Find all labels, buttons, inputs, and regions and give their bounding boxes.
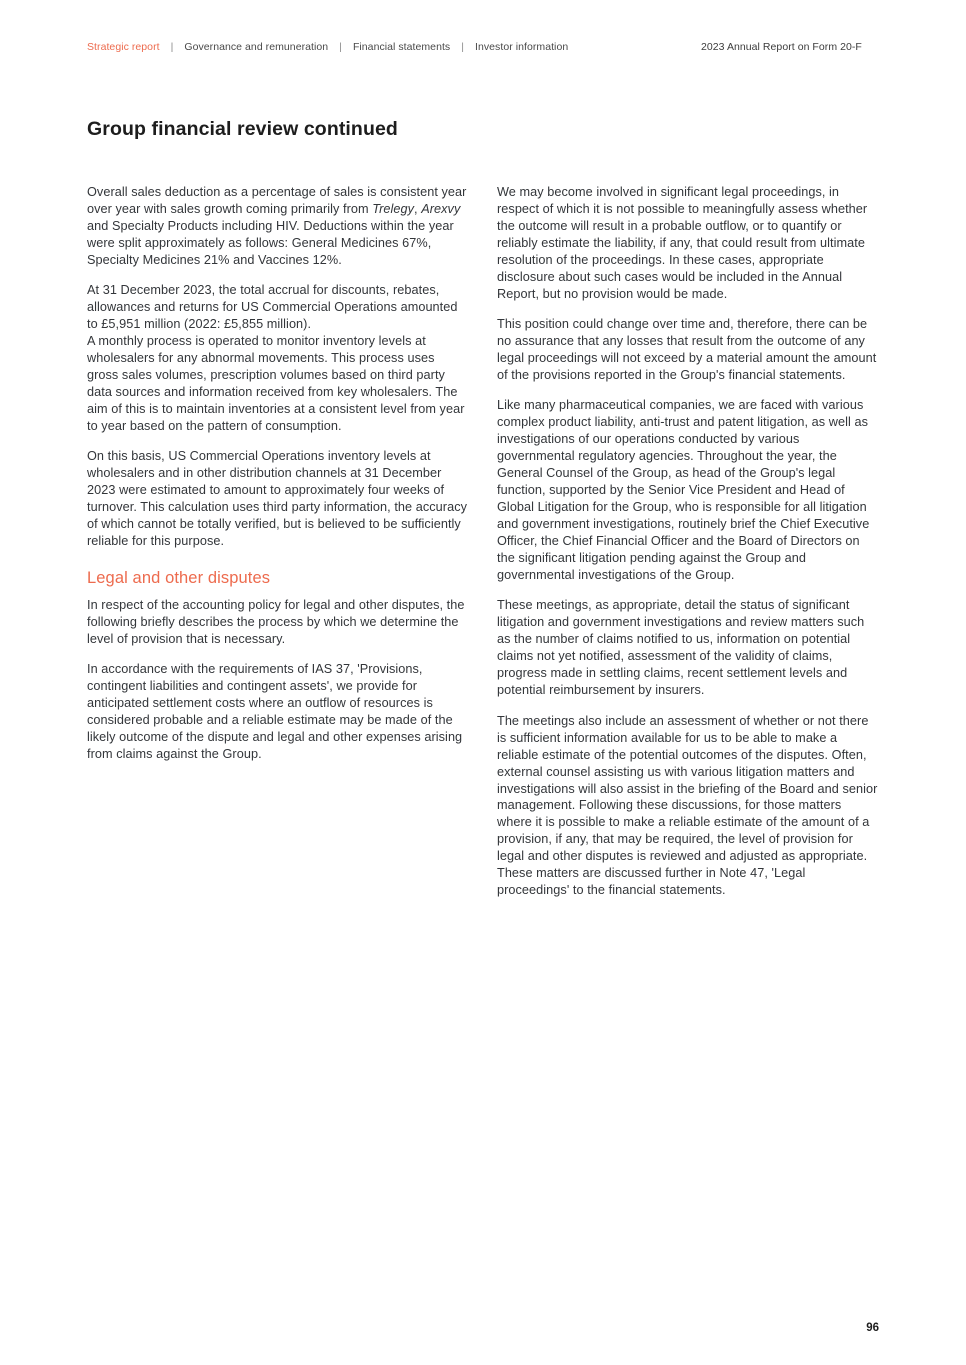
page-title: Group financial review continued (87, 118, 398, 141)
paragraph-meetings-detail: These meetings, as appropriate, detail the status of significant litigation and government investigations and review matters such as the number of claims notified to us, information on potential claims not yet notified, assessment of the validity of claims, progress made in settling claims, recent settlement levels and potential reimbursement by insurers. (497, 598, 865, 698)
paragraph-monthly-process: A monthly process is operated to monitor inventory levels at wholesalers for any abnormal movements. This process uses gross sales volumes, prescription volumes based on third party data sources and information received from key wholesalers. The aim of this is to maintain inventories at a consistent level from year to year based on the pattern of consumption. (87, 334, 465, 433)
paragraph-meetings-assessment: The meetings also include an assessment of whether or not there is sufficient information available for us to be able to make a reliable estimate of the potential outcomes of the disputes. Often, external counsel assisting us with various litigation matters and investigations will also assist in the briefing of the Board and senior management. Following these discussions, for those matters where it is possible to make a reliable estimate of the amount of a provision, if any, that may be required, the level of provision for legal and other disputes is reviewed and adjusted as appropriate. These matters are discussed further in Note 47, 'Legal proceedings' to the financial statements. (497, 713, 878, 898)
nav-item-strategic-report[interactable]: Strategic report (87, 41, 160, 53)
paragraph-legal-proceedings: We may become involved in significant legal proceedings, in respect of which it is not possible to meaningfully assess whether the outcome will result in a probable outflow, or to quantify or reliably estimate the liability, if any, that could result from ultimate resolution of the proceedings. In these cases, appropriate disclosure about such cases would be included in the Annual Report, but no provision would be made. (497, 185, 868, 301)
paragraph-inventory-levels: On this basis, US Commercial Operations inventory levels at wholesalers and in other distribution channels at 31 December 2023 were estimated to amount to approximately four weeks of turnover. This calculation uses third party information, the accuracy of which cannot be totally verified, but is believed to be sufficiently reliable for this purpose. (87, 449, 468, 549)
nav-item-governance-and-remuneration[interactable]: Governance and remuneration (184, 41, 329, 53)
report-title: 2023 Annual Report on Form 20-F (701, 41, 862, 53)
section-heading-legal-and-other-disputes: Legal and other disputes (87, 569, 271, 588)
product-name-trelegy: Trelegy (372, 201, 415, 216)
paragraph-pharmaceutical-companies: Like many pharmaceutical companies, we are faced with various complex product liability, anti-trust and patent litigation, as well as investigations of our operations conducted by various governmental regulatory agencies. Throughout the year, the General Counsel of the Group, as head of the Group's legal function, supported by the Senior Vice President and Head of Global Litigation for the Group, who is responsible for all litigation and government investigations, routinely brief the Chief Executive Officer, the Chief Financial Officer and the Board of Directors on the significant litigation pending against the Group and governmental investigations of the Group. (497, 398, 870, 583)
nav-separator: | (170, 41, 174, 53)
nav-item-investor-information[interactable]: Investor information (475, 41, 569, 53)
paragraph-text-part: and Specialty Products including HIV. Deductions within the year were split approximately as follows: General Medicines 67%, Specialty Medicines 21% and Vaccines 12%. (87, 218, 454, 267)
running-header (87, 41, 879, 53)
paragraph-ias-37: In accordance with the requirements of IAS 37, 'Provisions, contingent liabilities and contingent assets', we provide for anticipated settlement costs where an outflow of resources is considered probable and a reliable estimate may be made of the likely outcome of the dispute and legal and other expenses arising from claims against the Group. (87, 662, 463, 762)
paragraph-total-accrual: At 31 December 2023, the total accrual for discounts, rebates, allowances and returns for US Commercial Operations amounted to £5,951 million (2022: £5,855 million). (87, 283, 458, 332)
right-column (497, 184, 879, 913)
paragraph-sales-deduction (87, 184, 469, 269)
page-number: 96 (866, 1322, 879, 1334)
paragraph-accounting-policy: In respect of the accounting policy for legal and other disputes, the following briefly describes the process by which we determine the level of provision that is necessary. (87, 598, 465, 646)
paragraph-position-could-change: This position could change over time and, therefore, there can be no assurance that any losses that result from the outcome of any legal proceedings will not exceed by a material amount the amount of the provisions reported in the Group's financial statements. (497, 317, 877, 383)
paragraph-text-part: , (414, 201, 422, 216)
product-name-arexvy: Arexvy (421, 201, 461, 216)
section-nav (87, 41, 568, 53)
paragraph-text-part: Overall sales deduction as a percentage of sales is consistent year over year with sales growth coming primarily from (87, 185, 467, 216)
nav-item-financial-statements[interactable]: Financial statements (352, 41, 451, 53)
nav-separator: | (339, 41, 342, 53)
body-columns (87, 184, 879, 913)
left-column (87, 184, 469, 913)
nav-separator: | (461, 41, 465, 53)
